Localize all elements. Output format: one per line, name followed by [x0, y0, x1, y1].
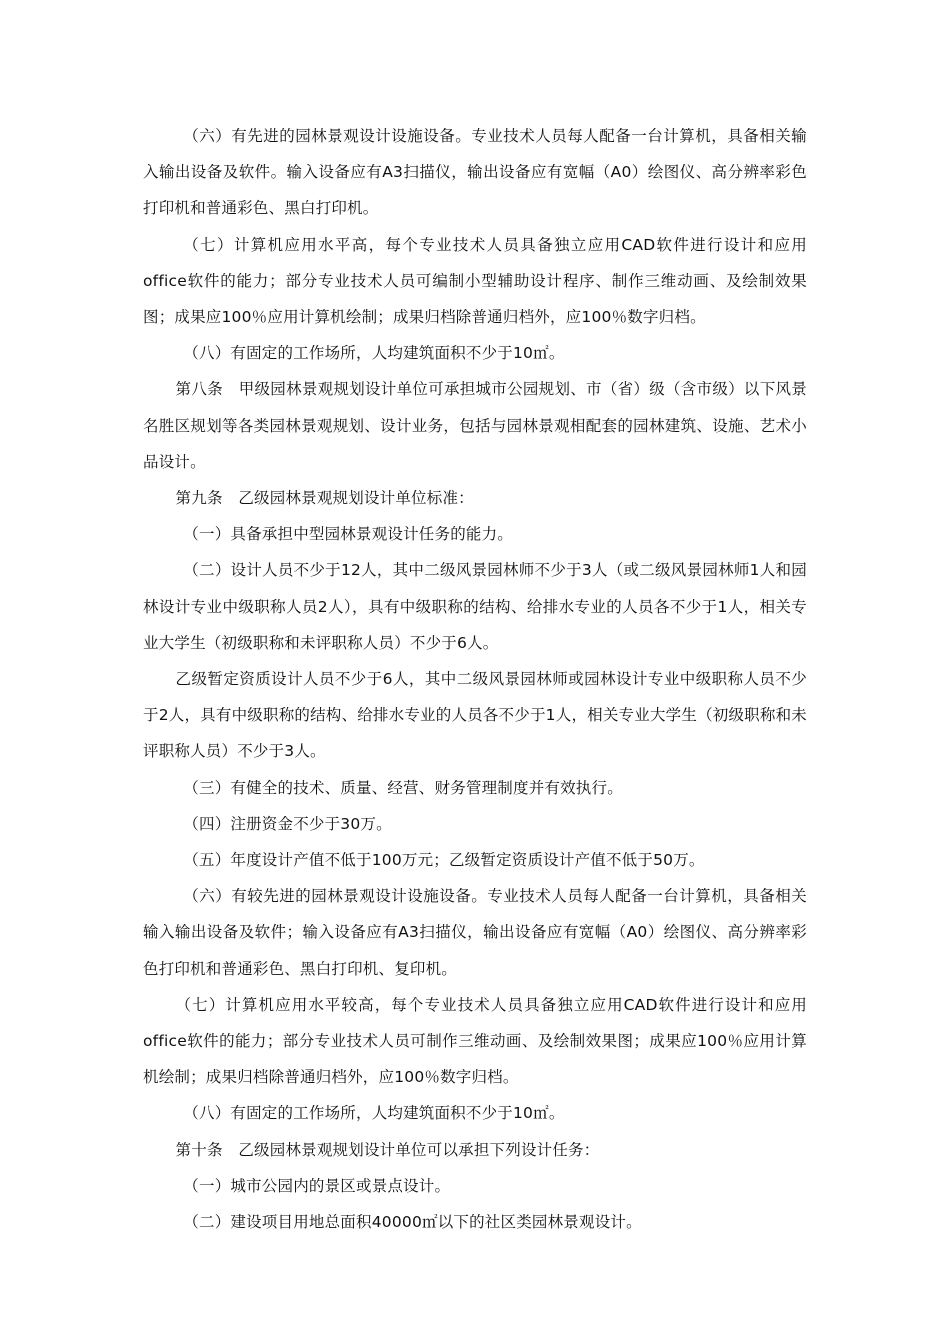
article-10-heading: 第十条 乙级园林景观规划设计单位可以承担下列设计任务： — [175, 1140, 600, 1159]
paragraph-6-equipment: （六）有先进的园林景观设计设施设备。专业技术人员每人配备一台计算机，具备相关输入输出设备及软件。输入设备应有A3扫描仪，输出设备应有宽幅（A0）绘图仪、高分辨率彩色打印机和普通彩色、黑白打印机。 — [143, 127, 807, 218]
paragraph-6b-equipment: （六）有较先进的园林景观设计设施设备。专业技术人员每人配备一台计算机，具备相关输入输出设备及软件；输入设备应有A3扫描仪，输出设备应有宽幅（A0）绘图仪、高分辨率彩色打印机和普通彩色、黑白打印机、复印机。 — [143, 887, 807, 978]
paragraph-5-output: （五）年度设计产值不低于100万元；乙级暂定资质设计产值不低于50万。 — [183, 851, 705, 870]
document-body — [143, 118, 807, 1240]
paragraph-8-workspace: （八）有固定的工作场所，人均建筑面积不少于10㎡。 — [183, 344, 565, 363]
paragraph-provisional-staff: 乙级暂定资质设计人员不少于6人，其中二级风景园林师或园林设计专业中级职称人员不少于2人，具有中级职称的结构、给排水专业的人员各不少于1人，相关专业大学生（初级职称和未评职称人员）不少于3人。 — [143, 670, 807, 761]
paragraph-10-1-park: （一）城市公园内的景区或景点设计。 — [183, 1176, 451, 1195]
paragraph-7b-computer: （七）计算机应用水平较高，每个专业技术人员具备独立应用CAD软件进行设计和应用office软件的能力；部分专业技术人员可制作三维动画、及绘制效果图；成果应100％应用计算机绘制；成果归档除普通归档外，应100％数字归档。 — [143, 995, 807, 1087]
paragraph-4-capital: （四）注册资金不少于30万。 — [183, 814, 392, 833]
paragraph-3-management: （三）有健全的技术、质量、经营、财务管理制度并有效执行。 — [183, 778, 623, 797]
article-9-heading: 第九条 乙级园林景观规划设计单位标准： — [175, 489, 474, 508]
paragraph-10-2-community: （二）建设项目用地总面积40000㎡以下的社区类园林景观设计。 — [183, 1213, 642, 1232]
paragraph-7-computer: （七）计算机应用水平高，每个专业技术人员具备独立应用CAD软件进行设计和应用office软件的能力；部分专业技术人员可编制小型辅助设计程序、制作三维动画、及绘制效果图；成果应100％应用计算机绘制；成果归档除普通归档外，应100％数字归档。 — [143, 235, 807, 327]
paragraph-1-capability: （一）具备承担中型园林景观设计任务的能力。 — [183, 525, 513, 544]
paragraph-2-staff: （二）设计人员不少于12人，其中二级风景园林师不少于3人（或二级风景园林师1人和园林设计专业中级职称人员2人），具有中级职称的结构、给排水专业的人员各不少于1人，相关专业大学生（初级职称和未评职称人员）不少于6人。 — [143, 561, 807, 652]
article-8: 第八条 甲级园林景观规划设计单位可承担城市公园规划、市（省）级（含市级）以下风景名胜区规划等各类园林景观规划、设计业务，包括与园林景观相配套的园林建筑、设施、艺术小品设计。 — [143, 380, 807, 471]
paragraph-8b-workspace: （八）有固定的工作场所，人均建筑面积不少于10㎡。 — [183, 1104, 565, 1123]
